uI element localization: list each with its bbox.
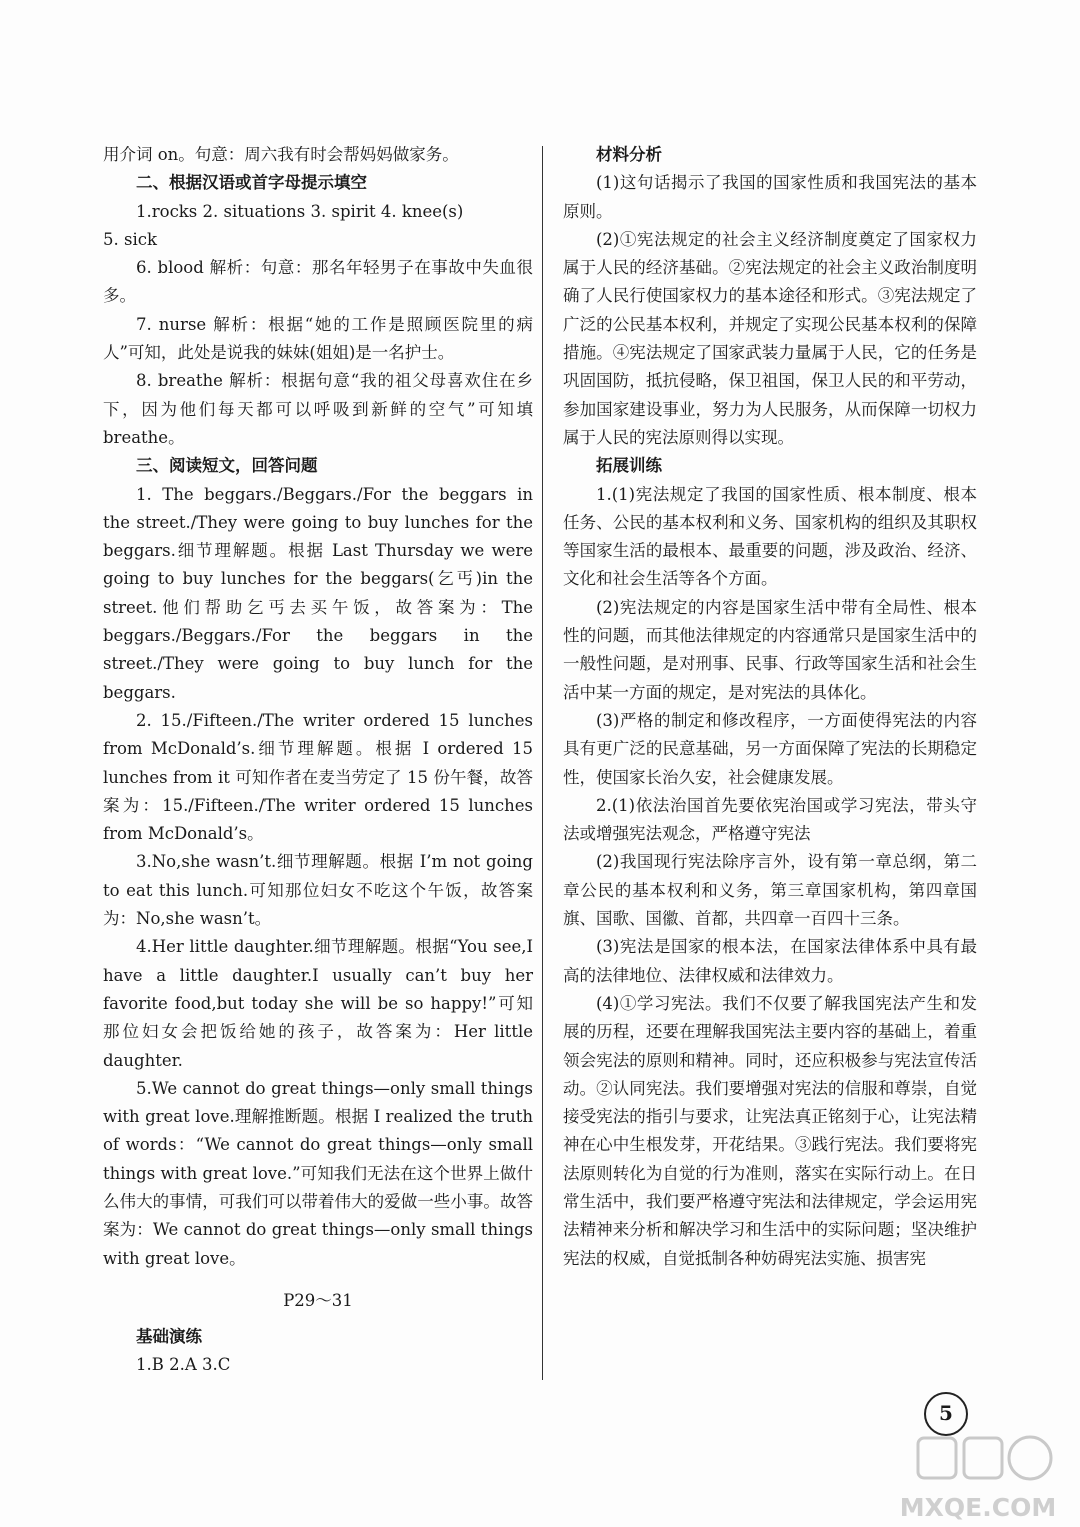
right-column-paragraph: (1)这句话揭示了我国的国家性质和我国宪法的基本原则。 [563, 173, 977, 221]
left-column-paragraph: 基础演练 [136, 1327, 202, 1347]
left-column-paragraph: 8. breathe 解析：根据句意“我的祖父母喜欢住在乡下，因为他们每天都可以呼吸到新鲜的空气”可知填 breathe。 [103, 371, 533, 447]
watermark-logo [880, 1432, 1076, 1526]
left-column-paragraph: 5. sick [103, 229, 157, 249]
right-column-paragraph: (2)我国现行宪法除序言外，设有第一章总纲，第二章公民的基本权利和义务，第三章国家机构，第四章国旗、国歌、国徽、首都，共四章一百四十三条。 [563, 852, 977, 929]
right-column-paragraph: 材料分析 [596, 145, 662, 164]
left-column-paragraph: 2. 15./Fifteen./The writer ordered 15 lunches from McDonald’s.细节理解题。根据 I ordered 15 lunches from it 可知作者在麦当劳定了 15 份午餐，故答案为：15./Fifteen./The writer ordered 15 lunches from McDonald’s。 [103, 710, 533, 844]
left-column [103, 141, 533, 1380]
watermark-site-text: MXQE.COM [899, 1493, 1057, 1522]
left-column-paragraph: 5.We cannot do great things—only small things with great love.理解推断题。根据 I realized the truth of words：“We cannot do great things—only small things with great love.”可知我们无法在这个世界上做什么伟大的事情，可我们可以带着伟大的爱做一些小事。故答案为：We cannot do great things—only small things with great love。 [103, 1078, 533, 1268]
right-column-paragraph: (3)宪法是国家的根本法，在国家法律体系中具有最高的法律地位、法律权威和法律效力。 [563, 937, 977, 985]
left-column-paragraph: P29～31 [283, 1290, 353, 1310]
left-column-paragraph: 二、根据汉语或首字母提示填空 [136, 173, 367, 193]
page-number: 5 [924, 1392, 968, 1436]
right-column-paragraph: 1.(1)宪法规定了我国的国家性质、根本制度、根本任务、公民的基本权利和义务、国家机构的组织及其职权等国家生活的最根本、最重要的问题，涉及政治、经济、文化和社会生活等各个方面。 [563, 484, 977, 589]
right-column-paragraph: 拓展训练 [596, 456, 662, 476]
left-column-paragraph: 7. nurse 解析：根据“她的工作是照顾医院里的病人”可知，此处是说我的妹妹(姐姐)是一名护士。 [103, 314, 533, 363]
right-column-paragraph: 2.(1)依法治国首先要依宪治国或学习宪法，带头守法或增强宪法观念，严格遵守宪法 [563, 795, 977, 844]
right-column-paragraph: (2)①宪法规定的社会主义经济制度奠定了国家权力属于人民的经济基础。②宪法规定的社会主义政治制度明确了人民行使国家权力的基本途径和形式。③宪法规定了广泛的公民基本权利，并规定了实现公民基本权利的保障措施。④宪法规定了国家武装力量属于人民，它的任务是巩固国防，抵抗侵略，保卫祖国，保卫人民的和平劳动，参加国家建设事业，努力为人民服务，从而保障一切权力属于人民的宪法原则得以实现。 [563, 229, 977, 447]
left-column-paragraph: 3.No,she wasn’t.细节理解题。根据 I’m not going to eat this lunch.可知那位妇女不吃这个午饭，故答案为：No,she wasn’t。 [103, 852, 533, 929]
left-column-paragraph: 三、阅读短文，回答问题 [136, 456, 318, 476]
left-column-paragraph: 4.Her little daughter.细节理解题。根据“You see,I have a little daughter.I usually can’t buy her favorite food,but today she will be so happy!”可知那位妇女会把饭给她的孩子，故答案为：Her little daughter. [103, 937, 533, 1070]
right-column-paragraph: (3)严格的制定和修改程序，一方面使得宪法的内容具有更广泛的民意基础，另一方面保障了宪法的长期稳定性，使国家长治久安，社会健康发展。 [563, 710, 977, 787]
left-column-paragraph: 用介词 on。句意：周六我有时会帮妈妈做家务。 [103, 145, 459, 164]
left-column-paragraph: 6. blood 解析：句意：那名年轻男子在事故中失血很多。 [103, 258, 533, 306]
left-column-paragraph: 1.rocks 2. situations 3. spirit 4. knee(s) [136, 201, 464, 221]
right-column-paragraph: (2)宪法规定的内容是国家生活中带有全局性、根本性的问题，而其他法律规定的内容通常只是国家生活中的一般性问题，是对刑事、民事、行政等国家生活和社会生活中某一方面的规定，是对宪法的具体化。 [563, 597, 977, 702]
right-column-paragraph: (4)①学习宪法。我们不仅要了解我国宪法产生和发展的历程，还要在理解我国宪法主要内容的基础上，着重领会宪法的原则和精神。同时，还应积极参与宪法宣传活动。②认同宪法。我们要增强对宪法的信服和尊崇，自觉接受宪法的指引与要求，让宪法真正铭刻于心，让宪法精神在心中生根发芽，开花结果。③践行宪法。我们要将宪法原则转化为自觉的行为准则，落实在实际行动上。在日常生活中，我们要严格遵守宪法和法律规定，学会运用宪法精神来分析和解决学习和生活中的实际问题；坚决维护宪法的权威，自觉抵制各种妨碍宪法实施、损害宪 [563, 993, 977, 1268]
left-column-paragraph: 1.B 2.A 3.C [136, 1355, 231, 1375]
right-column [563, 141, 977, 1273]
left-column-paragraph: 1. The beggars./Beggars./For the beggars in the street./They were going to buy lunches for the beggars.细节理解题。根据 Last Thursday we were going to buy lunches for the beggars(乞丐)in the street.他们帮助乞丐去买午饭，故答案为：The beggars./Beggars./For the beggars in the street./They were going to buy lunch for the beggars. [103, 484, 533, 702]
column-divider [542, 146, 543, 1380]
